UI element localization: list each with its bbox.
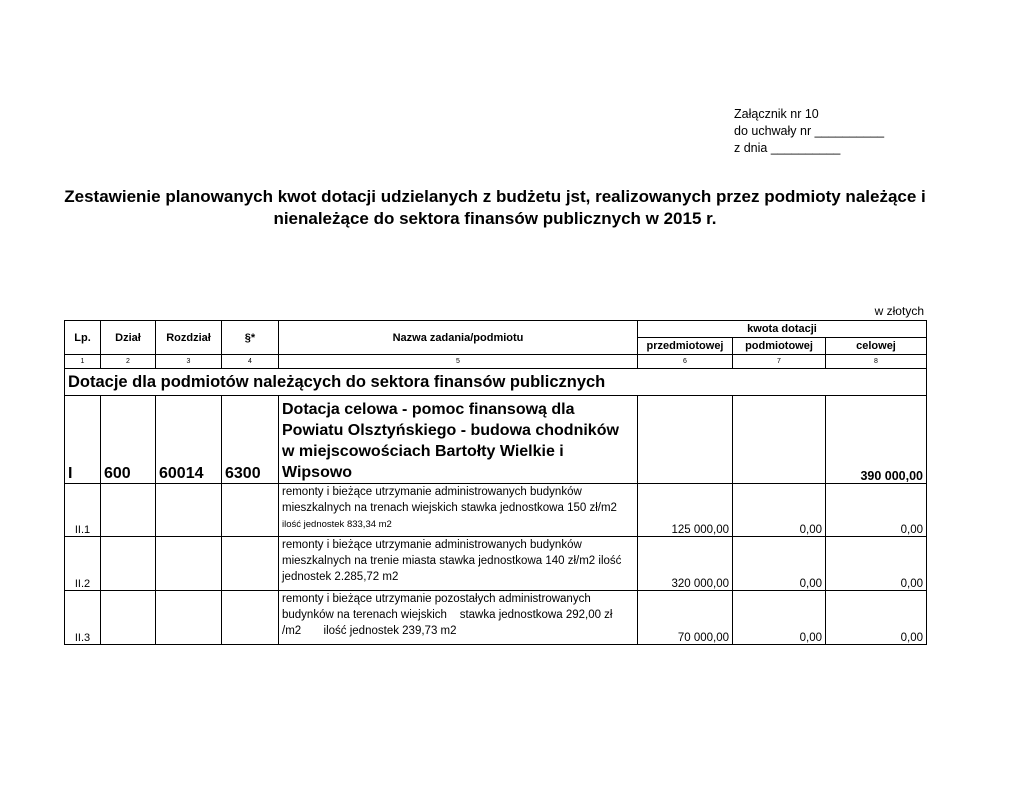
row-task-name: remonty i bieżące utrzymanie administrowanych budynków mieszkalnych na trenie miasta stawka jednostkowa 140 zł/m2 ilość jednostek 2.285,72 m2 (279, 537, 638, 591)
row-entity-amount: 0,00 (733, 537, 826, 591)
header-row-1 (65, 321, 927, 338)
section-row (65, 369, 927, 396)
resolution-number: do uchwały nr __________ (734, 124, 885, 138)
header-paragraph: §* (222, 321, 279, 355)
row-dzial (101, 537, 156, 591)
header-entity: podmiotowej (733, 338, 826, 355)
row-entity-amount (733, 396, 826, 484)
row-subject-amount (638, 396, 733, 484)
header-targeted: celowej (826, 338, 927, 355)
row-rozdzial (156, 537, 222, 591)
row-lp: II.3 (65, 591, 101, 645)
column-number: 7 (733, 355, 826, 369)
table-row (65, 484, 927, 537)
row-subject-amount: 320 000,00 (638, 537, 733, 591)
table-row (65, 591, 927, 645)
row-lp: II.2 (65, 537, 101, 591)
column-number-row (65, 355, 927, 369)
row-lp: I (65, 396, 101, 484)
table-row (65, 537, 927, 591)
unit-note: w złotych (874, 304, 924, 318)
annex-block (734, 106, 884, 157)
row-task-units: ilość jednostek 833,34 m2 (282, 519, 392, 530)
row-dzial: 600 (101, 396, 156, 484)
row-targeted-amount: 390 000,00 (826, 396, 927, 484)
row-targeted-amount: 0,00 (826, 537, 927, 591)
resolution-date: z dnia __________ (734, 141, 841, 155)
column-number: 5 (279, 355, 638, 369)
column-number: 6 (638, 355, 733, 369)
row-task-name: Dotacja celowa - pomoc finansową dla Powiatu Olsztyńskiego - budowa chodników w miejscowościach Bartołty Wielkie i Wipsowo (279, 396, 638, 484)
column-number: 2 (101, 355, 156, 369)
row-paragraph (222, 484, 279, 537)
section-title: Dotacje dla podmiotów należących do sektora finansów publicznych (65, 369, 927, 396)
row-paragraph: 6300 (222, 396, 279, 484)
row-entity-amount: 0,00 (733, 484, 826, 537)
row-task-name (279, 484, 638, 537)
header-subject: przedmiotowej (638, 338, 733, 355)
header-amount: kwota dotacji (638, 321, 927, 338)
row-task-name: remonty i bieżące utrzymanie pozostałych administrowanych budynków na terenach wiejskich stawka jednostkowa 292,00 zł /m2 ilość jednostek 239,73 m2 (279, 591, 638, 645)
header-task-name: Nazwa zadania/podmiotu (279, 321, 638, 355)
row-dzial (101, 591, 156, 645)
row-targeted-amount: 0,00 (826, 484, 927, 537)
row-rozdzial: 60014 (156, 396, 222, 484)
column-number: 3 (156, 355, 222, 369)
header-lp: Lp. (65, 321, 101, 355)
column-number: 8 (826, 355, 927, 369)
row-rozdzial (156, 591, 222, 645)
row-subject-amount: 70 000,00 (638, 591, 733, 645)
row-subject-amount: 125 000,00 (638, 484, 733, 537)
subsidy-table (64, 320, 927, 645)
row-lp: II.1 (65, 484, 101, 537)
header-rozdzial: Rozdział (156, 321, 222, 355)
column-number: 4 (222, 355, 279, 369)
row-rozdzial (156, 484, 222, 537)
column-number: 1 (65, 355, 101, 369)
row-paragraph (222, 591, 279, 645)
row-task-text: remonty i bieżące utrzymanie administrowanych budynków mieszkalnych na trenach wiejskich stawka jednostkowa 150 zł/m2 (282, 486, 617, 514)
row-paragraph (222, 537, 279, 591)
table-row (65, 396, 927, 484)
row-entity-amount: 0,00 (733, 591, 826, 645)
annex-number: Załącznik nr 10 (734, 107, 819, 121)
row-dzial (101, 484, 156, 537)
header-dzial: Dział (101, 321, 156, 355)
row-targeted-amount: 0,00 (826, 591, 927, 645)
document-title: Zestawienie planowanych kwot dotacji udzielanych z budżetu jst, realizowanych przez podmioty należące i nienależące do sektora finansów publicznych w 2015 r. (64, 187, 926, 228)
